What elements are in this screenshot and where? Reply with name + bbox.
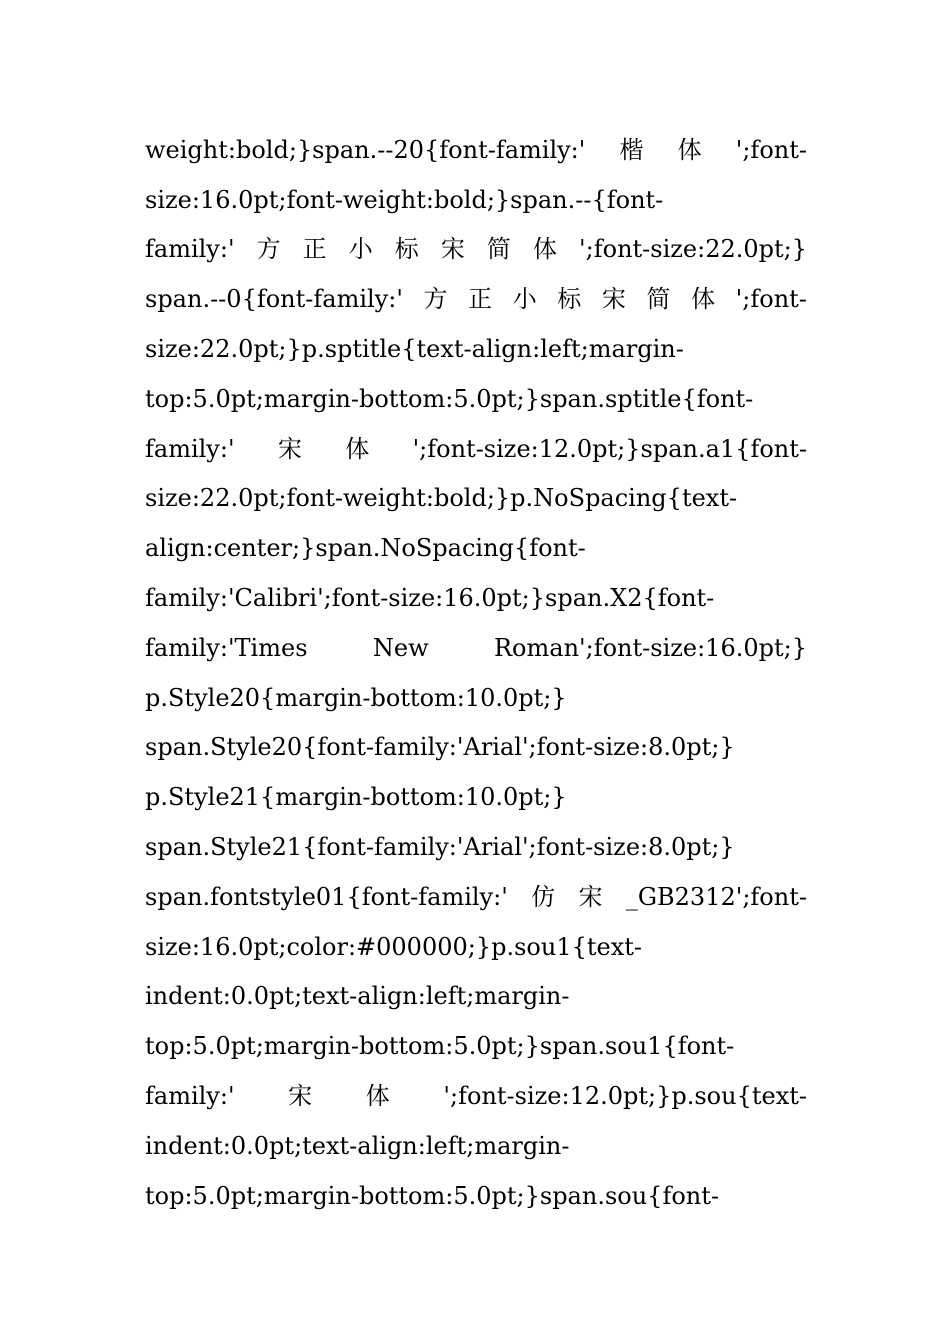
text-fragment: 简 <box>646 285 671 314</box>
text-fragment: 体 <box>365 1082 390 1111</box>
text-line <box>145 872 807 922</box>
text-fragment: 宋 <box>277 434 302 463</box>
text-fragment: p.Style20{margin-bottom:10.0pt;} <box>145 683 567 712</box>
text-line <box>145 673 807 723</box>
text-fragment: 正 <box>302 235 327 264</box>
text-fragment: 小 <box>512 285 537 314</box>
text-fragment: 宋 <box>440 235 465 264</box>
text-fragment: align:center;}span.NoSpacing{font- <box>145 534 586 563</box>
text-fragment: Roman';font-size:16.0pt;} <box>493 633 807 662</box>
text-line <box>145 424 807 474</box>
text-fragment: 宋 <box>288 1082 313 1111</box>
text-fragment: span.--0{font-family:' <box>145 285 403 314</box>
text-fragment: family:' <box>145 1082 235 1111</box>
text-line <box>145 1071 807 1121</box>
text-fragment: 体 <box>691 285 716 314</box>
text-fragment: span.Style20{font-family:'Arial';font-size:8.0pt;} <box>145 733 735 762</box>
text-fragment: top:5.0pt;margin-bottom:5.0pt;}span.sptitle{font- <box>145 384 754 413</box>
text-line <box>145 374 807 424</box>
text-fragment: indent:0.0pt;text-align:left;margin- <box>145 982 570 1011</box>
text-line <box>145 274 807 324</box>
text-fragment: top:5.0pt;margin-bottom:5.0pt;}span.sou{font- <box>145 1181 719 1210</box>
text-fragment: 简 <box>486 235 511 264</box>
text-fragment: size:22.0pt;}p.sptitle{text-align:left;margin- <box>145 335 684 364</box>
text-fragment: family:'Calibri';font-size:16.0pt;}span.X2{font- <box>145 584 715 613</box>
text-fragment: 标 <box>394 235 419 264</box>
text-fragment: size:16.0pt;font-weight:bold;}span.--{font- <box>145 185 664 214</box>
text-line <box>145 474 807 524</box>
text-fragment: 仿 <box>531 882 556 911</box>
text-line <box>145 175 807 225</box>
text-fragment: _GB2312';font- <box>625 882 807 911</box>
text-fragment: family:' <box>145 235 235 264</box>
text-fragment: 小 <box>348 235 373 264</box>
text-fragment: 方 <box>256 235 281 264</box>
text-fragment: 体 <box>677 135 702 164</box>
text-fragment: 楷 <box>619 135 644 164</box>
text-fragment: p.Style21{margin-bottom:10.0pt;} <box>145 783 567 812</box>
text-line <box>145 723 807 773</box>
text-fragment: 宋 <box>601 285 626 314</box>
text-fragment: 体 <box>532 235 557 264</box>
text-line <box>145 125 807 175</box>
text-line <box>145 1171 807 1221</box>
text-line <box>145 324 807 374</box>
text-line <box>145 623 807 673</box>
text-fragment: 方 <box>423 285 448 314</box>
text-fragment: top:5.0pt;margin-bottom:5.0pt;}span.sou1{font- <box>145 1032 735 1061</box>
text-line <box>145 1121 807 1171</box>
text-line <box>145 1021 807 1071</box>
text-line <box>145 972 807 1022</box>
text-line <box>145 822 807 872</box>
text-fragment: indent:0.0pt;text-align:left;margin- <box>145 1131 570 1160</box>
text-fragment: ';font-size:12.0pt;}p.sou{text- <box>443 1082 807 1111</box>
text-fragment: weight:bold;}span.--20{font-family:' <box>145 135 586 164</box>
text-line <box>145 922 807 972</box>
text-line <box>145 573 807 623</box>
text-fragment: ';font-size:22.0pt;} <box>579 235 807 264</box>
text-fragment: family:'Times <box>145 633 308 662</box>
text-fragment: size:16.0pt;color:#000000;}p.sou1{text- <box>145 932 643 961</box>
text-fragment: family:' <box>145 434 235 463</box>
text-line <box>145 523 807 573</box>
text-fragment: New <box>372 633 429 662</box>
text-fragment: ';font- <box>735 135 807 164</box>
text-fragment: 正 <box>468 285 493 314</box>
text-fragment: 宋 <box>578 882 603 911</box>
text-fragment: span.fontstyle01{font-family:' <box>145 882 508 911</box>
text-fragment: ';font- <box>735 285 807 314</box>
document-body-text <box>145 125 807 1221</box>
text-fragment: 标 <box>557 285 582 314</box>
text-fragment: size:22.0pt;font-weight:bold;}p.NoSpacing{text- <box>145 484 738 513</box>
text-fragment: ';font-size:12.0pt;}span.a1{font- <box>412 434 807 463</box>
text-fragment: span.Style21{font-family:'Arial';font-size:8.0pt;} <box>145 833 735 862</box>
text-line <box>145 772 807 822</box>
text-line <box>145 225 807 275</box>
text-fragment: 体 <box>345 434 370 463</box>
